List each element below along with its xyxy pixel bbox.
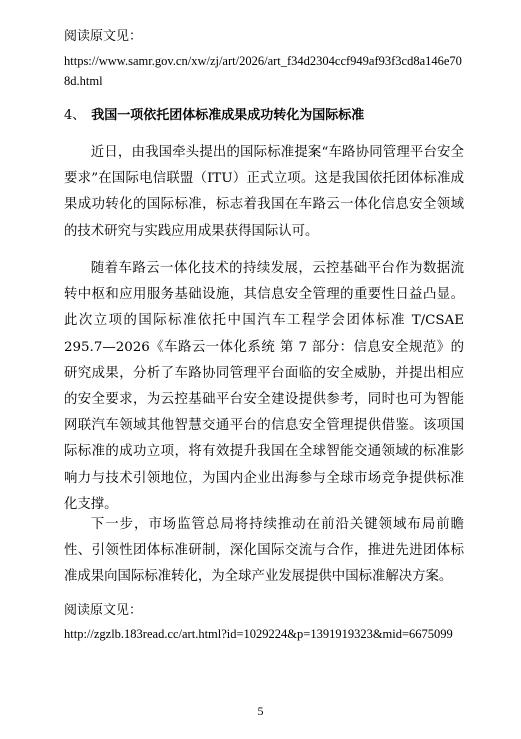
section-title: 我国一项依托团体标准成果成功转化为国际标准	[91, 108, 365, 123]
paragraph-1: 近日，由我国牵头提出的国际标准提案“车路协同管理平台安全要求”在国际电信联盟（ITU）正式立项。这是我国依托团体标准成果成功转化的国际标准，标志着我国在车路云一体化信息安全领域的技术研究与实践应用成果获得国际认可。	[64, 145, 464, 239]
source-label-2: 阅读原文见：	[64, 603, 143, 618]
paragraph-3: 下一步，市场监管总局将持续推动在前沿关键领域布局前瞻性、引领性团体标准研制，深化国际交流与合作，推进先进团体标准成果向国际标准转化，为全球产业发展提供中国标准解决方案。	[64, 517, 464, 585]
section-heading	[64, 106, 464, 126]
source-link-1[interactable]: https://www.samr.gov.cn/xw/zj/art/2026/art_f34d2304ccf949af93f3cd8a146e708d.html	[64, 54, 462, 88]
page-number: 5	[257, 704, 264, 718]
section-number: 4、	[64, 108, 86, 123]
source-label-1: 阅读原文见：	[64, 29, 143, 44]
source-link-2[interactable]: http://zgzlb.183read.cc/art.html?id=1029224&p=1391919323&mid=6675099	[64, 627, 453, 641]
paragraph-2: 随着车路云一体化技术的持续发展，云控基础平台作为数据流转中枢和应用服务基础设施，其信息安全管理的重要性日益凸显。此次立项的国际标准依托中国汽车工程学会团体标准 T/CSAE 295.7—2026《车路云一体化系统 第 7 部分：信息安全规范》的研究成果，分析了车路协同管理平台面临的安全威胁，并提出相应的安全要求，为云控基础平台安全建设提供参考，同时也可为智能网联汽车领域其他智慧交通平台的信息安全管理提供借鉴。该项国际标准的成功立项，将有效提升我国在全球智能交通领域的标准影响力与技术引领地位，为国内企业出海参与全球市场竞争提供标准化支撑。	[64, 261, 464, 512]
